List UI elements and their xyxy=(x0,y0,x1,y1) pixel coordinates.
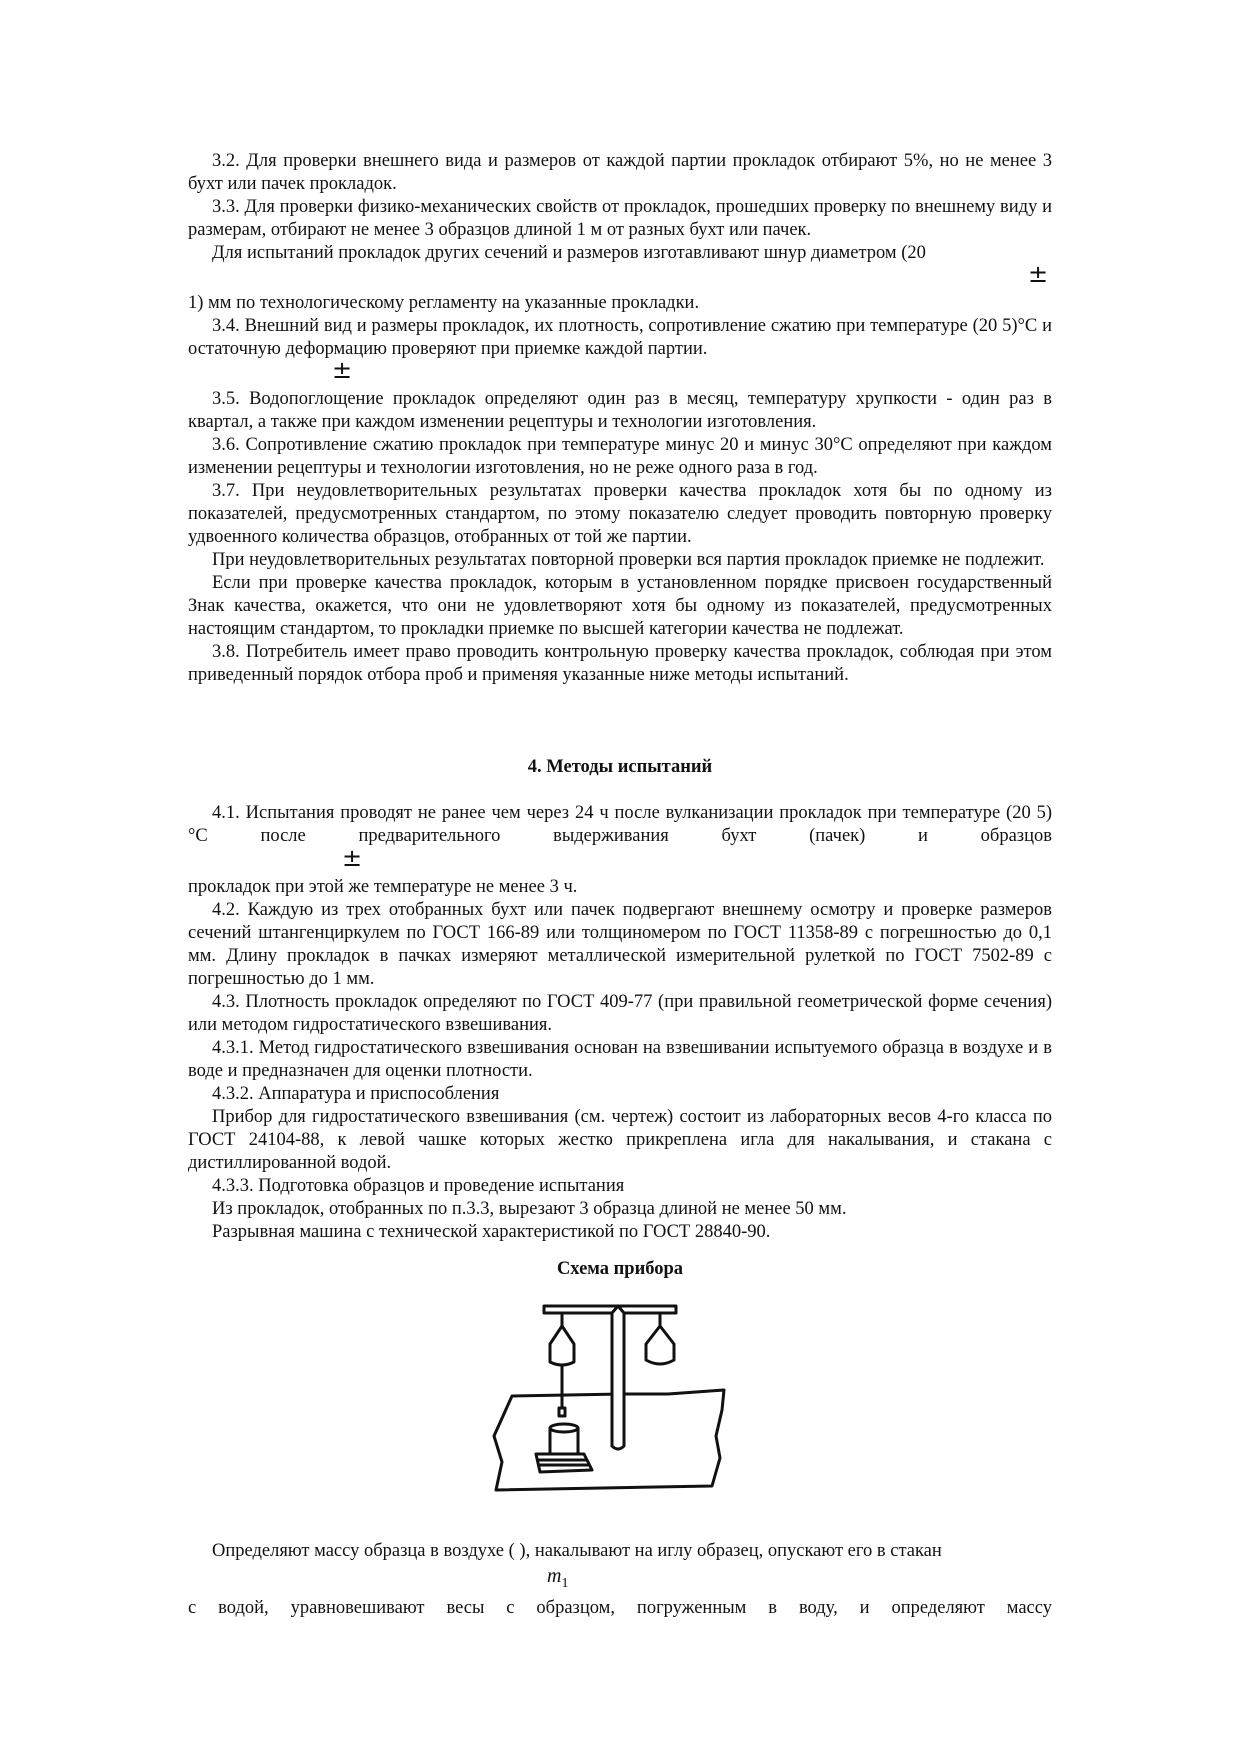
paragraph-4-1-end: прокладок при этой же температуре не менее 3 ч. xyxy=(188,877,578,897)
needle-sample xyxy=(559,1408,565,1416)
table-surface xyxy=(494,1390,724,1490)
plus-minus-sign: ± xyxy=(332,356,353,384)
figure-title-block xyxy=(488,1258,752,1281)
paragraph-3-8: 3.8. Потребитель имеет право проводить контрольную проверку качества прокладок, соблюдая при этом приведенный порядок отбора проб и применяя указанные ниже методы испытаний. xyxy=(188,642,1052,685)
paragraph-3-6: 3.6. Сопротивление сжатию прокладок при температуре минус 20 и минус 30°С определяют при каждом изменении рецептуры и технологии изготовления, но не реже одного раза в год. xyxy=(188,435,1052,478)
text-block-1 xyxy=(188,150,1052,265)
apparatus-diagram xyxy=(480,1286,740,1492)
balance-beam xyxy=(544,1306,676,1313)
paragraph-4-3: 4.3. Плотность прокладок определяют по ГОСТ 409-77 (при правильной геометрической форме сечения) или методом гидростатического взвешивания. xyxy=(188,992,1052,1035)
text-block-4 xyxy=(188,802,1052,848)
paragraph-4-3-3: 4.3.3. Подготовка образцов и проведение испытания xyxy=(212,1176,625,1196)
text-block-2 xyxy=(188,292,1052,361)
paragraph-repeat-check: При неудовлетворительных результатах повторной проверки вся партия прокладок приемке не подлежит. xyxy=(212,550,1045,570)
left-pan xyxy=(550,1326,574,1365)
paragraph-4-3-2: 4.3.2. Аппаратура и приспособления xyxy=(212,1084,500,1104)
right-pan xyxy=(646,1326,674,1364)
section-heading: 4. Методы испытаний xyxy=(527,757,713,777)
paragraph-cord-diameter: Для испытаний прокладок других сечений и размеров изготавливают шнур диаметром (20 xyxy=(212,243,926,263)
text-block-7 xyxy=(188,1597,1052,1620)
text-block-5 xyxy=(188,876,1052,1244)
paragraph-3-3: 3.3. Для проверки физико-механических свойств от прокладок, прошедших проверку по внешнему виду и размерам, отбирают не менее 3 образцов длиной 1 м от разных бухт или пачек. xyxy=(188,197,1052,240)
paragraph-4-1: 4.1. Испытания проводят не ранее чем через 24 ч после вулканизации прокладок при температуре (20 5)°С после предварительного выдерживания бухт (пачек) и образцов xyxy=(188,803,1052,846)
plus-minus-sign: ± xyxy=(342,844,363,872)
text-block-3 xyxy=(188,388,1052,687)
m1-symbol xyxy=(547,1566,568,1594)
paragraph-mass-in-air: Определяют массу образца в воздухе ( ), накалывают на иглу образец, опускают его в стакан xyxy=(212,1541,942,1561)
paragraph-4-3-1: 4.3.1. Метод гидростатического взвешивания основан на взвешивании испытуемого образца в воздухе и в воде и предназначен для оценки плотности. xyxy=(188,1038,1052,1081)
paragraph-3-4: 3.4. Внешний вид и размеры прокладок, их плотность, сопротивление сжатию при температуре (20 5)°С и остаточную деформацию проверяют при приемке каждой партии. xyxy=(188,316,1052,359)
paragraph-3-2: 3.2. Для проверки внешнего вида и размеров от каждой партии прокладок отбирают 5%, но не менее 3 бухт или пачек прокладок. xyxy=(188,151,1052,194)
paragraph-apparatus: Прибор для гидростатического взвешивания (см. чертеж) состоит из лабораторных весов 4-го класса по ГОСТ 24104-88, к левой чашке которых жестко прикреплена игла для накалывания, и стакана с дистиллированной водой. xyxy=(188,1107,1052,1173)
paragraph-quality-mark: Если при проверке качества прокладок, которым в установленном порядке присвоен государственный Знак качества, окажется, что они не удовлетворяют хотя бы одному из показателей, предусмотренных настоящим стандартом, то прокладки приемке по высшей категории качества не подлежат. xyxy=(188,573,1052,639)
figure-title: Схема прибора xyxy=(556,1259,684,1279)
text-block-6 xyxy=(188,1540,1052,1563)
plus-minus-sign: ± xyxy=(1028,260,1049,288)
plate-stack xyxy=(536,1454,592,1472)
paragraph-samples: Из прокладок, отобранных по п.3.3, вырезают 3 образца длиной не менее 50 мм. xyxy=(212,1199,847,1219)
paragraph-cord-regulation: 1) мм по технологическому регламенту на указанные прокладки. xyxy=(188,293,700,313)
m1-letter: m xyxy=(547,1565,562,1587)
paragraph-machine: Разрывная машина с технической характеристикой по ГОСТ 28840-90. xyxy=(212,1222,771,1242)
section-heading-block xyxy=(188,756,1052,779)
paragraph-3-7: 3.7. При неудовлетворительных результатах проверки качества прокладок хотя бы по одному из показателей, предусмотренных стандартом, по этому показателю следует проводить повторную проверку удвоенного количества образцов, отобранных от той же партии. xyxy=(188,481,1052,547)
paragraph-3-5: 3.5. Водопоглощение прокладок определяют один раз в месяц, температуру хрупкости - один раз в квартал, а также при каждом изменении рецептуры и технологии изготовления. xyxy=(188,389,1052,432)
paragraph-mass-in-water: с водой, уравновешивают весы с образцом, погруженным в воду, и определяют массу xyxy=(188,1598,1052,1618)
balance-stand xyxy=(612,1306,624,1449)
paragraph-4-2: 4.2. Каждую из трех отобранных бухт или пачек подвергают внешнему осмотру и проверке размеров сечений штангенциркулем по ГОСТ 166-89 или толщиномером по ГОСТ 11358-89 с погрешностью до 0,1 мм. Длину прокладок в пачках измеряют металлической измерительной рулеткой по ГОСТ 7502-89 с погрешностью до 1 мм. xyxy=(188,900,1052,989)
m1-index: 1 xyxy=(561,1576,569,1591)
